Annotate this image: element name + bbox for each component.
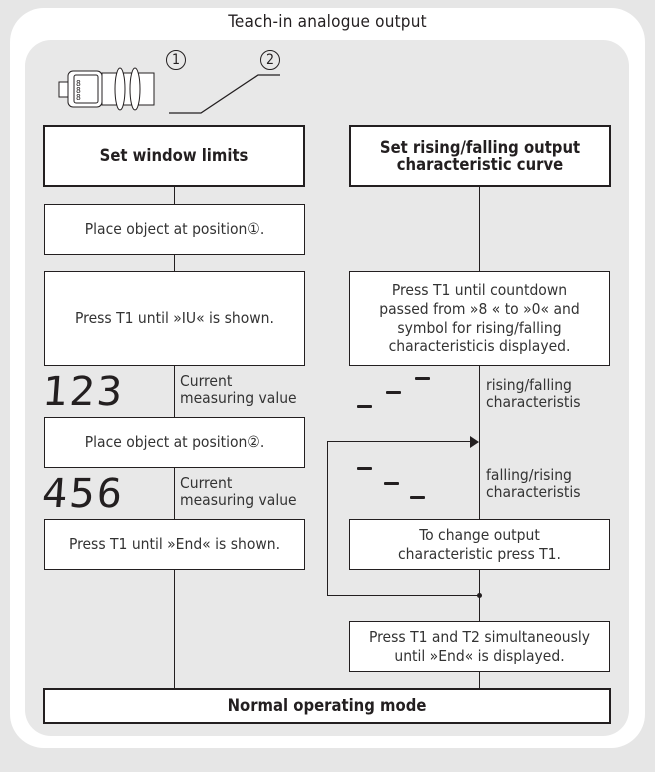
step-press-t1-t2 bbox=[349, 621, 610, 672]
position-1-marker: 1 bbox=[166, 50, 186, 70]
label-line: characteristis bbox=[486, 393, 581, 412]
current-measuring-label-1 bbox=[180, 373, 297, 407]
header-line: characteristic curve bbox=[396, 155, 564, 174]
step-place-position-2: Place object at position②. bbox=[44, 417, 305, 468]
label-line: Current bbox=[180, 372, 233, 390]
svg-text:8: 8 bbox=[76, 79, 81, 88]
text-line: symbol for rising/falling bbox=[397, 318, 562, 337]
diagram-title: Teach-in analogue output bbox=[228, 12, 427, 32]
text-line: Press T1 until countdown bbox=[391, 281, 568, 300]
text-line: Press T1 and T2 simultaneously bbox=[369, 627, 590, 646]
svg-text:8: 8 bbox=[76, 86, 81, 95]
step-press-t1-end: Press T1 until »End« is shown. bbox=[44, 519, 305, 570]
position-2-marker: 2 bbox=[260, 50, 280, 70]
display-value-456: 456 bbox=[40, 471, 126, 517]
step-press-t1-iu: Press T1 until »IU« is shown. bbox=[44, 271, 305, 366]
sensor-icon bbox=[55, 60, 165, 118]
label-line: measuring value bbox=[180, 389, 297, 408]
text-line: until »End« is displayed. bbox=[394, 646, 565, 665]
label-line: measuring value bbox=[180, 491, 297, 510]
label-line: rising/falling bbox=[486, 376, 572, 394]
current-measuring-label-2 bbox=[180, 475, 297, 509]
rising-falling-label bbox=[486, 377, 581, 411]
label-line: Current bbox=[180, 474, 233, 492]
step-change-characteristic bbox=[349, 519, 610, 570]
step-countdown bbox=[349, 271, 610, 366]
svg-text:8: 8 bbox=[76, 93, 81, 102]
junction-dot bbox=[477, 593, 482, 598]
arrow-head-icon bbox=[470, 436, 480, 448]
text-line: characteristicis displayed. bbox=[388, 337, 571, 356]
label-line: characteristis bbox=[486, 483, 581, 502]
set-characteristic-header bbox=[349, 125, 611, 187]
falling-rising-label bbox=[486, 467, 581, 501]
position-line bbox=[165, 70, 285, 115]
display-value-123: 123 bbox=[40, 369, 126, 415]
loop-arrow-bottom bbox=[327, 595, 480, 596]
normal-operating-mode: Normal operating mode bbox=[43, 688, 611, 724]
loop-arrow-top bbox=[327, 441, 471, 442]
text-line: To change output bbox=[419, 525, 540, 544]
header-line: Set rising/falling output bbox=[379, 137, 581, 157]
loop-arrow-side bbox=[327, 441, 328, 596]
step-place-position-1: Place object at position①. bbox=[44, 204, 305, 255]
set-window-limits-header: Set window limits bbox=[43, 125, 305, 187]
text-line: characteristic press T1. bbox=[398, 544, 561, 563]
label-line: falling/rising bbox=[486, 466, 572, 484]
text-line: passed from »8 « to »0« and bbox=[379, 299, 580, 318]
